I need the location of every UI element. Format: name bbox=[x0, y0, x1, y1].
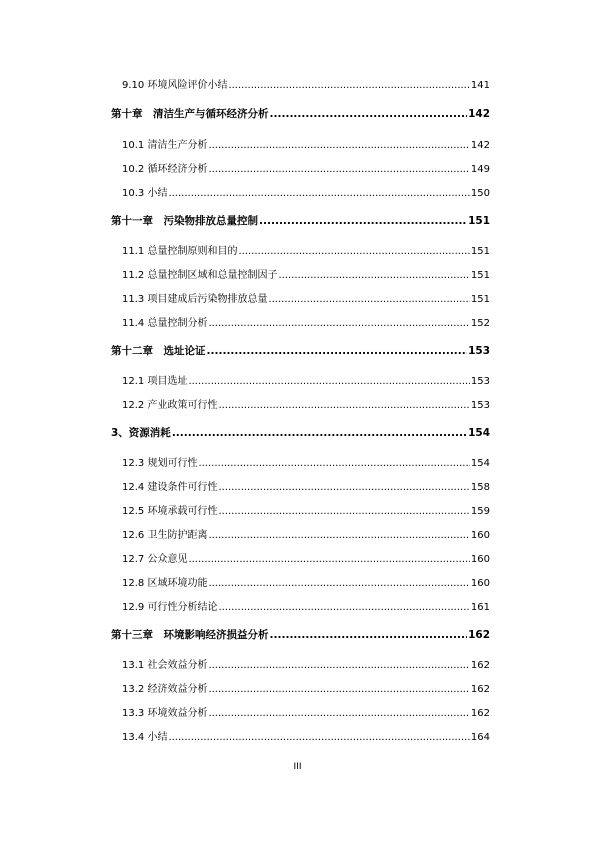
toc-entry-page: 158 bbox=[470, 482, 490, 493]
toc-chapter-entry[interactable] bbox=[111, 213, 490, 228]
toc-entry-title: 12.7 公众意见 bbox=[122, 554, 188, 565]
toc-entry-title: 10.2 循环经济分析 bbox=[122, 164, 208, 175]
toc-entry[interactable] bbox=[122, 266, 490, 281]
toc-entry-page: 149 bbox=[470, 164, 490, 175]
toc-entry[interactable] bbox=[122, 478, 490, 493]
toc-chapter-entry[interactable] bbox=[111, 425, 490, 440]
toc-entry-title: 13.1 社会效益分析 bbox=[122, 660, 208, 671]
toc-entry-title: 12.8 区域环境功能 bbox=[122, 578, 208, 589]
toc-entry[interactable] bbox=[122, 396, 490, 411]
toc-entry-page: 160 bbox=[470, 578, 490, 589]
toc-entry[interactable] bbox=[122, 184, 490, 199]
toc-leader-dots bbox=[278, 270, 469, 281]
toc-leader-dots bbox=[218, 506, 469, 517]
toc-entry-page: 161 bbox=[470, 602, 490, 613]
toc-entry-page: 141 bbox=[470, 80, 490, 91]
toc-leader-dots bbox=[270, 629, 468, 641]
toc-entry[interactable] bbox=[122, 680, 490, 695]
toc-entry-title: 12.6 卫生防护距离 bbox=[122, 530, 208, 541]
toc-entry-page: 153 bbox=[470, 376, 490, 387]
toc-entry-title: 12.2 产业政策可行性 bbox=[122, 400, 218, 411]
toc-entry-page: 160 bbox=[470, 530, 490, 541]
toc-entry[interactable] bbox=[122, 314, 490, 329]
toc-leader-dots bbox=[218, 602, 469, 613]
toc-leader-dots bbox=[188, 376, 469, 387]
toc-entry-page: 154 bbox=[470, 458, 490, 469]
toc-entry[interactable] bbox=[122, 372, 490, 387]
toc-entry-page: 154 bbox=[468, 427, 490, 439]
toc-entry[interactable] bbox=[122, 502, 490, 517]
toc-entry-title: 9.10 环境风险评价小结 bbox=[122, 80, 228, 91]
toc-leader-dots bbox=[208, 684, 469, 695]
toc-entry[interactable] bbox=[122, 76, 490, 91]
toc-entry-page: 151 bbox=[468, 215, 490, 227]
toc-chapter-entry[interactable] bbox=[111, 343, 490, 358]
toc-leader-dots bbox=[207, 345, 468, 357]
toc-entry-page: 142 bbox=[468, 108, 490, 120]
toc-entry[interactable] bbox=[122, 598, 490, 613]
toc-entry-page: 152 bbox=[470, 318, 490, 329]
toc-leader-dots bbox=[208, 164, 469, 175]
toc-entry[interactable] bbox=[122, 160, 490, 175]
toc-leader-dots bbox=[168, 732, 469, 743]
toc-entry-page: 151 bbox=[470, 246, 490, 257]
toc-entry-page: 162 bbox=[470, 660, 490, 671]
toc-entry-title: 12.9 可行性分析结论 bbox=[122, 602, 218, 613]
toc-leader-dots bbox=[208, 708, 469, 719]
toc-entry-page: 151 bbox=[470, 270, 490, 281]
toc-entry-title: 12.1 项目选址 bbox=[122, 376, 188, 387]
toc-leader-dots bbox=[218, 400, 469, 411]
toc-entry-title: 11.3 项目建成后污染物排放总量 bbox=[122, 294, 268, 305]
toc-entry-title: 11.2 总量控制区域和总量控制因子 bbox=[122, 270, 278, 281]
toc-leader-dots bbox=[208, 140, 469, 151]
toc-entry-page: 159 bbox=[470, 506, 490, 517]
toc-entry-page: 162 bbox=[470, 684, 490, 695]
toc-entry-page: 142 bbox=[470, 140, 490, 151]
toc-entry-title: 10.3 小结 bbox=[122, 188, 168, 199]
toc-leader-dots bbox=[259, 215, 467, 227]
toc-leader-dots bbox=[228, 80, 469, 91]
page-number-footer: III bbox=[293, 762, 302, 772]
toc-entry[interactable] bbox=[122, 728, 490, 743]
toc-leader-dots bbox=[270, 108, 468, 120]
toc-entry-page: 162 bbox=[468, 629, 490, 641]
toc-entry[interactable] bbox=[122, 550, 490, 565]
toc-entry-page: 162 bbox=[470, 708, 490, 719]
toc-entry[interactable] bbox=[122, 574, 490, 589]
toc-entry-title: 第十三章 环境影响经济损益分析 bbox=[111, 629, 269, 641]
toc-entry-title: 3、资源消耗 bbox=[111, 427, 171, 439]
toc-entry-title: 12.3 规划可行性 bbox=[122, 458, 198, 469]
toc-leader-dots bbox=[218, 482, 469, 493]
toc-entry-title: 13.3 环境效益分析 bbox=[122, 708, 208, 719]
toc-entry[interactable] bbox=[122, 704, 490, 719]
toc-entry[interactable] bbox=[122, 454, 490, 469]
toc-leader-dots bbox=[238, 246, 469, 257]
toc-entry-page: 160 bbox=[470, 554, 490, 565]
toc-chapter-entry[interactable] bbox=[111, 627, 490, 642]
toc-entry-title: 11.1 总量控制原则和目的 bbox=[122, 246, 238, 257]
toc-chapter-entry[interactable] bbox=[111, 106, 490, 121]
toc-entry[interactable] bbox=[122, 242, 490, 257]
toc-entry-title: 第十一章 污染物排放总量控制 bbox=[111, 215, 258, 227]
toc-entry-page: 151 bbox=[470, 294, 490, 305]
toc-leader-dots bbox=[168, 188, 469, 199]
toc-leader-dots bbox=[188, 554, 469, 565]
toc-leader-dots bbox=[172, 427, 467, 439]
toc-leader-dots bbox=[208, 530, 469, 541]
toc-entry-title: 13.4 小结 bbox=[122, 732, 168, 743]
toc-entry[interactable] bbox=[122, 136, 490, 151]
toc-leader-dots bbox=[268, 294, 469, 305]
toc-entry[interactable] bbox=[122, 526, 490, 541]
toc-entry[interactable] bbox=[122, 656, 490, 671]
toc-entry-title: 11.4 总量控制分析 bbox=[122, 318, 208, 329]
toc-leader-dots bbox=[208, 318, 469, 329]
toc-entry-title: 第十二章 选址论证 bbox=[111, 345, 206, 357]
toc-entry-page: 150 bbox=[470, 188, 490, 199]
toc-leader-dots bbox=[208, 578, 469, 589]
toc-leader-dots bbox=[198, 458, 469, 469]
toc-entry-title: 12.4 建设条件可行性 bbox=[122, 482, 218, 493]
toc-entry-title: 12.5 环境承载可行性 bbox=[122, 506, 218, 517]
toc-entry-page: 164 bbox=[470, 732, 490, 743]
toc-entry-title: 第十章 清洁生产与循环经济分析 bbox=[111, 108, 269, 120]
toc-entry-title: 10.1 清洁生产分析 bbox=[122, 140, 208, 151]
toc-leader-dots bbox=[208, 660, 469, 671]
toc-entry-page: 153 bbox=[470, 400, 490, 411]
toc-entry[interactable] bbox=[122, 290, 490, 305]
toc-entry-page: 153 bbox=[468, 345, 490, 357]
toc-entry-title: 13.2 经济效益分析 bbox=[122, 684, 208, 695]
